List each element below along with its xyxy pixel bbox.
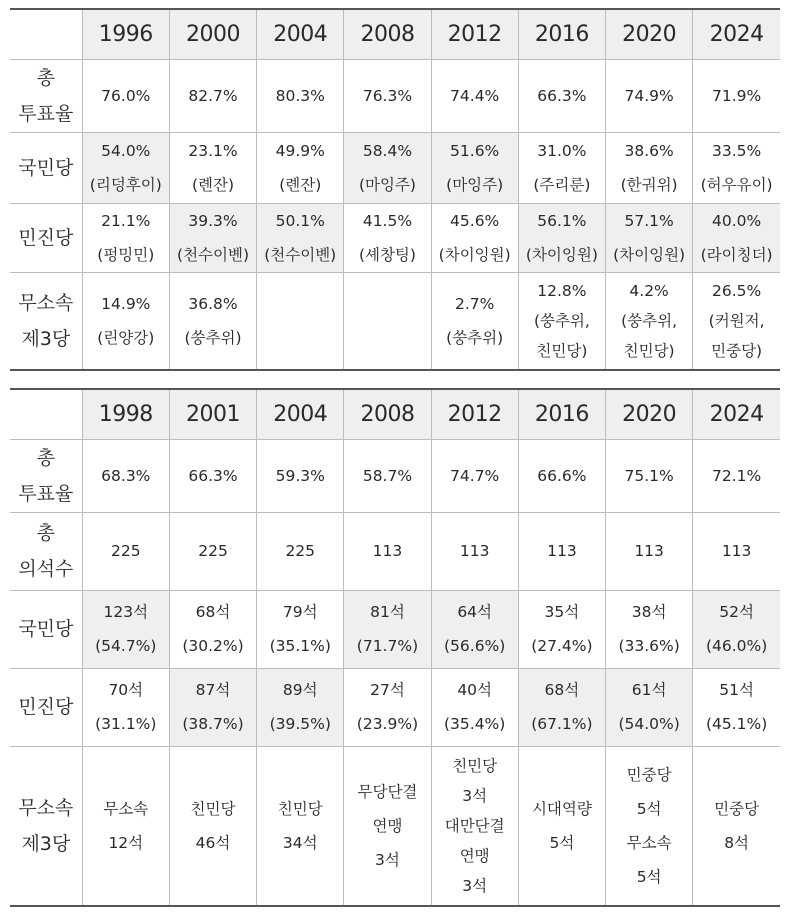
table-cell: 76.3% [344, 59, 431, 132]
table-cell: 74.7% [431, 439, 518, 512]
table-cell: 시대역량 5석 [518, 746, 605, 906]
table-cell-winner: 52석 (46.0%) [693, 590, 780, 668]
year-header: 2004 [257, 389, 344, 439]
year-header: 2012 [431, 389, 518, 439]
year-header: 2012 [431, 9, 518, 59]
table-cell-empty [257, 272, 344, 370]
year-header: 1996 [82, 9, 169, 59]
year-header: 1998 [82, 389, 169, 439]
table-cell-winner: 58.4% (마잉주) [344, 132, 431, 203]
table-cell: 41.5% (셰창팅) [344, 203, 431, 272]
turnout-row [10, 439, 780, 512]
table-cell-winner: 61석 (54.0%) [606, 668, 693, 746]
row-label: 총 의석수 [10, 512, 82, 590]
table-cell: 70석 (31.1%) [82, 668, 169, 746]
table-cell: 49.9% (롄잔) [257, 132, 344, 203]
table-cell-winner: 87석 (38.7%) [169, 668, 256, 746]
table-cell: 68.3% [82, 439, 169, 512]
table-cell: 40석 (35.4%) [431, 668, 518, 746]
table-cell-empty [344, 272, 431, 370]
header-row [10, 389, 780, 439]
table-cell: 친민당 34석 [257, 746, 344, 906]
table-cell: 36.8% (쑹추위) [169, 272, 256, 370]
year-header: 2024 [693, 389, 780, 439]
table-cell: 80.3% [257, 59, 344, 132]
table-cell: 113 [344, 512, 431, 590]
table-cell: 113 [431, 512, 518, 590]
table-cell: 33.5% (허우유이) [693, 132, 780, 203]
table-cell: 31.0% (주리룬) [518, 132, 605, 203]
table-cell-winner: 57.1% (차이잉원) [606, 203, 693, 272]
table-cell-winner: 51.6% (마잉주) [431, 132, 518, 203]
table-cell: 225 [169, 512, 256, 590]
table-cell: 82.7% [169, 59, 256, 132]
year-header: 2020 [606, 9, 693, 59]
row-label: 총 투표율 [10, 439, 82, 512]
third-party-row [10, 272, 780, 370]
kmt-row [10, 590, 780, 668]
year-header: 2001 [169, 389, 256, 439]
year-header: 2020 [606, 389, 693, 439]
table-cell-winner: 64석 (56.6%) [431, 590, 518, 668]
table-cell: 27석 (23.9%) [344, 668, 431, 746]
row-label: 무소속 제3당 [10, 272, 82, 370]
row-label: 민진당 [10, 203, 82, 272]
row-label: 민진당 [10, 668, 82, 746]
total-seats-row [10, 512, 780, 590]
table-cell-winner: 56.1% (차이잉원) [518, 203, 605, 272]
row-label: 국민당 [10, 132, 82, 203]
year-header: 2024 [693, 9, 780, 59]
table-cell: 2.7% (쑹추위) [431, 272, 518, 370]
table-cell: 38.6% (한궈위) [606, 132, 693, 203]
third-party-row [10, 746, 780, 906]
table-cell: 71.9% [693, 59, 780, 132]
table-cell: 59.3% [257, 439, 344, 512]
table-cell: 79석 (35.1%) [257, 590, 344, 668]
table-cell: 친민당 3석 대만단결 연맹 3석 [431, 746, 518, 906]
table-cell: 68석 (30.2%) [169, 590, 256, 668]
table-cell: 72.1% [693, 439, 780, 512]
table-cell: 225 [82, 512, 169, 590]
year-header: 2008 [344, 9, 431, 59]
dpp-row [10, 668, 780, 746]
table-cell: 12.8% (쑹추위, 친민당) [518, 272, 605, 370]
table-cell: 225 [257, 512, 344, 590]
table-cell: 76.0% [82, 59, 169, 132]
table-cell: 무소속 12석 [82, 746, 169, 906]
table-cell-winner: 123석 (54.7%) [82, 590, 169, 668]
table-cell: 66.6% [518, 439, 605, 512]
year-header: 2016 [518, 9, 605, 59]
kmt-row [10, 132, 780, 203]
corner-cell [10, 389, 82, 439]
year-header: 2000 [169, 9, 256, 59]
table-cell-winner: 81석 (71.7%) [344, 590, 431, 668]
table-cell: 74.4% [431, 59, 518, 132]
row-label: 국민당 [10, 590, 82, 668]
table-cell: 113 [606, 512, 693, 590]
row-label: 무소속 제3당 [10, 746, 82, 906]
header-row [10, 9, 780, 59]
year-header: 2008 [344, 389, 431, 439]
table-cell: 23.1% (롄잔) [169, 132, 256, 203]
row-label: 총 투표율 [10, 59, 82, 132]
table-cell: 58.7% [344, 439, 431, 512]
table-cell-winner: 89석 (39.5%) [257, 668, 344, 746]
table-cell: 66.3% [169, 439, 256, 512]
dpp-row [10, 203, 780, 272]
year-header: 2004 [257, 9, 344, 59]
legislative-election-table [10, 388, 780, 907]
table-cell: 75.1% [606, 439, 693, 512]
table-cell: 35석 (27.4%) [518, 590, 605, 668]
table-cell: 민중당 5석 무소속 5석 [606, 746, 693, 906]
table-cell: 51석 (45.1%) [693, 668, 780, 746]
table-cell: 친민당 46석 [169, 746, 256, 906]
table-cell: 4.2% (쑹추위, 친민당) [606, 272, 693, 370]
table-cell: 26.5% (커원저, 민중당) [693, 272, 780, 370]
table-cell: 14.9% (린양강) [82, 272, 169, 370]
table-cell-winner: 40.0% (라이칭더) [693, 203, 780, 272]
table-cell-winner: 50.1% (천수이볜) [257, 203, 344, 272]
table-cell: 45.6% (차이잉원) [431, 203, 518, 272]
table-cell: 66.3% [518, 59, 605, 132]
table-cell: 38석 (33.6%) [606, 590, 693, 668]
table-cell: 113 [518, 512, 605, 590]
table-cell: 무당단결 연맹 3석 [344, 746, 431, 906]
turnout-row [10, 59, 780, 132]
table-cell-winner: 68석 (67.1%) [518, 668, 605, 746]
presidential-election-table [10, 8, 780, 371]
table-cell: 민중당 8석 [693, 746, 780, 906]
table-cell: 74.9% [606, 59, 693, 132]
year-header: 2016 [518, 389, 605, 439]
table-cell-winner: 54.0% (리덩후이) [82, 132, 169, 203]
table-cell: 113 [693, 512, 780, 590]
corner-cell [10, 9, 82, 59]
table-cell-winner: 39.3% (천수이볜) [169, 203, 256, 272]
table-cell: 21.1% (펑밍민) [82, 203, 169, 272]
